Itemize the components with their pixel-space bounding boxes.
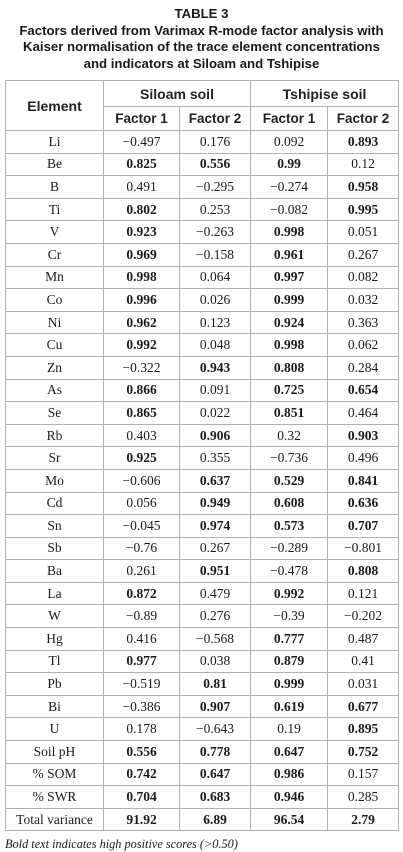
value-cell: 0.647 [180,763,251,786]
factor-table [5,80,399,831]
value-cell: 0.647 [251,741,328,764]
value-cell: 0.962 [104,311,180,334]
value-cell: 0.825 [104,153,180,176]
value-cell: −0.263 [180,221,251,244]
value-cell: 0.995 [328,198,399,221]
tshipise-factor-2-header: Factor 2 [328,107,399,131]
element-cell: W [6,605,104,628]
value-cell: 0.363 [328,311,399,334]
element-cell: La [6,582,104,605]
value-cell: 0.992 [251,582,328,605]
value-cell: −0.39 [251,605,328,628]
value-cell: 0.998 [104,266,180,289]
table-body [6,131,399,831]
value-cell: 0.285 [328,786,399,809]
element-cell: Cd [6,492,104,515]
value-cell: 0.865 [104,402,180,425]
value-cell: 0.19 [251,718,328,741]
value-cell: −0.045 [104,515,180,538]
table-row [6,786,399,809]
element-column-header: Element [6,81,104,131]
value-cell: 0.636 [328,492,399,515]
value-cell: 0.051 [328,221,399,244]
element-cell: Hg [6,628,104,651]
value-cell: 0.573 [251,515,328,538]
siloam-factor-1-header: Factor 1 [104,107,180,131]
element-cell: U [6,718,104,741]
value-cell: −0.386 [104,695,180,718]
element-cell: Mn [6,266,104,289]
element-cell: Ba [6,560,104,583]
element-cell: Sb [6,537,104,560]
value-cell: 0.403 [104,424,180,447]
value-cell: 0.802 [104,198,180,221]
element-cell: As [6,379,104,402]
value-cell: −0.202 [328,605,399,628]
value-cell: 0.026 [180,289,251,312]
value-cell: 0.276 [180,605,251,628]
value-cell: 0.416 [104,628,180,651]
value-cell: −0.801 [328,537,399,560]
value-cell: 0.997 [251,266,328,289]
value-cell: −0.606 [104,469,180,492]
value-cell: 0.496 [328,447,399,470]
caption-line-1: Factors derived from Varimax R-mode factor analysis with [19,22,384,38]
element-cell: Bi [6,695,104,718]
caption-line-2: Kaiser normalisation of the trace element concentrations [23,39,380,54]
table-row [6,628,399,651]
value-cell: −0.295 [180,176,251,199]
value-cell: 0.903 [328,424,399,447]
element-cell: Soil pH [6,741,104,764]
value-cell: 0.157 [328,763,399,786]
element-cell: Li [6,131,104,154]
value-cell: 0.992 [104,334,180,357]
table-row [6,311,399,334]
value-cell: 0.056 [104,492,180,515]
value-cell: 0.062 [328,334,399,357]
table-row [6,221,399,244]
value-cell: 0.923 [104,221,180,244]
element-cell: Rb [6,424,104,447]
table-row [6,131,399,154]
value-cell: 2.79 [328,808,399,831]
header-group-row [6,81,399,107]
value-cell: 0.123 [180,311,251,334]
table-row [6,424,399,447]
table-row [6,673,399,696]
table-row [6,469,399,492]
value-cell: −0.478 [251,560,328,583]
siloam-factor-2-header: Factor 2 [180,107,251,131]
value-cell: −0.736 [251,447,328,470]
table-row [6,266,399,289]
table-row [6,447,399,470]
tshipise-soil-header: Tshipise soil [251,81,399,107]
table-row [6,243,399,266]
table-row [6,582,399,605]
value-cell: −0.643 [180,718,251,741]
table-row [6,334,399,357]
value-cell: 0.178 [104,718,180,741]
element-cell: Cu [6,334,104,357]
value-cell: 0.284 [328,356,399,379]
table-row [6,289,399,312]
table-caption [5,6,398,72]
value-cell: 0.808 [328,560,399,583]
value-cell: 0.946 [251,786,328,809]
value-cell: 0.022 [180,402,251,425]
element-cell: Zn [6,356,104,379]
element-cell: Co [6,289,104,312]
value-cell: 0.41 [328,650,399,673]
element-cell: Sr [6,447,104,470]
table-row [6,650,399,673]
value-cell: 0.949 [180,492,251,515]
value-cell: 0.924 [251,311,328,334]
value-cell: 0.906 [180,424,251,447]
value-cell: 0.841 [328,469,399,492]
value-cell: 0.951 [180,560,251,583]
value-cell: 0.683 [180,786,251,809]
value-cell: 0.986 [251,763,328,786]
table-row [6,176,399,199]
table-row [6,492,399,515]
element-cell: B [6,176,104,199]
element-cell: Ni [6,311,104,334]
element-cell: Mo [6,469,104,492]
value-cell: 0.99 [251,153,328,176]
value-cell: 0.032 [328,289,399,312]
element-cell: % SWR [6,786,104,809]
value-cell: 0.608 [251,492,328,515]
value-cell: −0.568 [180,628,251,651]
table-row [6,695,399,718]
table-label: TABLE 3 [174,6,229,21]
value-cell: 6.89 [180,808,251,831]
value-cell: 0.267 [180,537,251,560]
element-cell: Tl [6,650,104,673]
value-cell: 0.895 [328,718,399,741]
value-cell: −0.274 [251,176,328,199]
value-cell: 0.704 [104,786,180,809]
value-cell: 96.54 [251,808,328,831]
value-cell: 0.778 [180,741,251,764]
value-cell: −0.89 [104,605,180,628]
value-cell: 0.529 [251,469,328,492]
value-cell: 0.742 [104,763,180,786]
value-cell: 0.961 [251,243,328,266]
value-cell: 0.998 [251,334,328,357]
value-cell: 0.879 [251,650,328,673]
value-cell: 0.725 [251,379,328,402]
table-row [6,763,399,786]
value-cell: −0.082 [251,198,328,221]
value-cell: 0.32 [251,424,328,447]
tshipise-factor-1-header: Factor 1 [251,107,328,131]
value-cell: 0.752 [328,741,399,764]
element-cell: Total variance [6,808,104,831]
value-cell: 0.996 [104,289,180,312]
value-cell: 0.637 [180,469,251,492]
value-cell: 0.977 [104,650,180,673]
element-cell: Ti [6,198,104,221]
table-row [6,560,399,583]
value-cell: 0.974 [180,515,251,538]
element-cell: V [6,221,104,244]
value-cell: 0.925 [104,447,180,470]
table-row [6,402,399,425]
value-cell: 0.176 [180,131,251,154]
value-cell: 0.969 [104,243,180,266]
value-cell: 0.048 [180,334,251,357]
value-cell: 0.958 [328,176,399,199]
value-cell: 0.851 [251,402,328,425]
value-cell: 0.707 [328,515,399,538]
table-row [6,379,399,402]
value-cell: 0.943 [180,356,251,379]
value-cell: 0.479 [180,582,251,605]
value-cell: 0.121 [328,582,399,605]
value-cell: 0.81 [180,673,251,696]
value-cell: −0.519 [104,673,180,696]
table-row [6,198,399,221]
element-cell: Be [6,153,104,176]
table-figure [5,6,398,852]
value-cell: 0.654 [328,379,399,402]
value-cell: 0.893 [328,131,399,154]
value-cell: 0.619 [251,695,328,718]
element-cell: Pb [6,673,104,696]
value-cell: −0.289 [251,537,328,560]
element-cell: Sn [6,515,104,538]
value-cell: 0.998 [251,221,328,244]
value-cell: 0.261 [104,560,180,583]
element-cell: Cr [6,243,104,266]
value-cell: 0.031 [328,673,399,696]
table-row [6,718,399,741]
table-row [6,741,399,764]
value-cell: 0.355 [180,447,251,470]
value-cell: 0.907 [180,695,251,718]
value-cell: 0.556 [180,153,251,176]
value-cell: −0.158 [180,243,251,266]
table-row [6,356,399,379]
value-cell: −0.322 [104,356,180,379]
value-cell: 0.999 [251,289,328,312]
value-cell: 0.491 [104,176,180,199]
caption-line-3: and indicators at Siloam and Tshipise [83,55,320,71]
table-row [6,537,399,560]
element-cell: % SOM [6,763,104,786]
value-cell: 0.082 [328,266,399,289]
value-cell: 0.999 [251,673,328,696]
value-cell: −0.76 [104,537,180,560]
value-cell: 0.267 [328,243,399,266]
table-row [6,153,399,176]
value-cell: 0.556 [104,741,180,764]
value-cell: 0.677 [328,695,399,718]
value-cell: 0.12 [328,153,399,176]
siloam-soil-header: Siloam soil [104,81,251,107]
value-cell: 0.464 [328,402,399,425]
value-cell: 0.872 [104,582,180,605]
value-cell: 0.253 [180,198,251,221]
element-cell: Se [6,402,104,425]
value-cell: 91.92 [104,808,180,831]
table-row [6,515,399,538]
value-cell: 0.038 [180,650,251,673]
value-cell: 0.777 [251,628,328,651]
value-cell: −0.497 [104,131,180,154]
table-row [6,605,399,628]
value-cell: 0.064 [180,266,251,289]
value-cell: 0.091 [180,379,251,402]
value-cell: 0.866 [104,379,180,402]
value-cell: 0.092 [251,131,328,154]
value-cell: 0.808 [251,356,328,379]
value-cell: 0.487 [328,628,399,651]
table-footnote: Bold text indicates high positive scores (>0.50) [5,837,238,852]
table-row [6,808,399,831]
